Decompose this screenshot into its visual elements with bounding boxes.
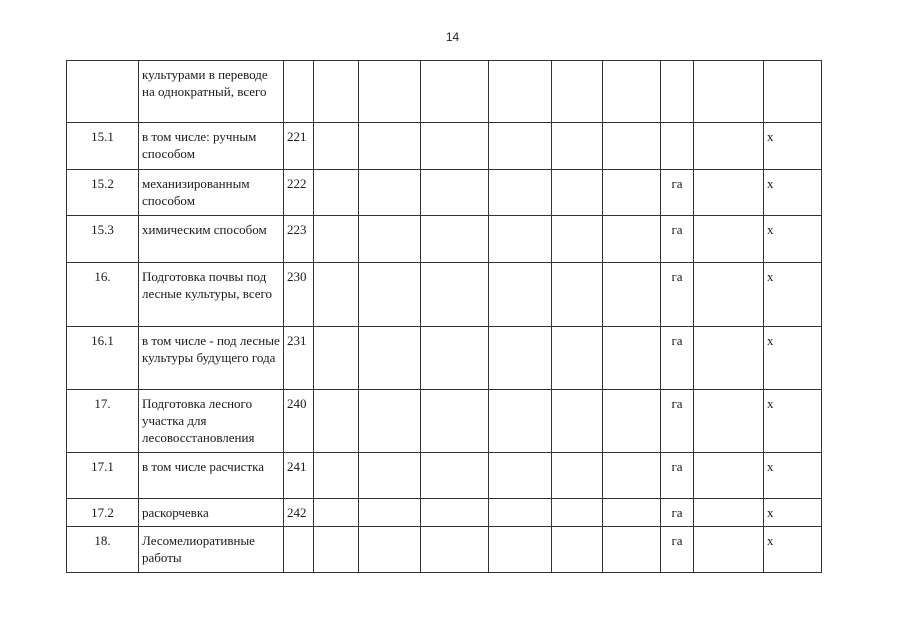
row-number: 16.1 [67,327,139,390]
empty-cell [359,263,421,327]
row-unit [661,61,694,123]
empty-cell [603,390,661,453]
empty-cell [603,327,661,390]
empty-cell [694,390,764,453]
empty-cell [314,216,359,263]
empty-cell [489,216,552,263]
empty-cell [421,123,489,170]
page-number: 14 [445,30,460,44]
row-name: механизированным способом [139,170,284,216]
row-name: раскорчевка [139,499,284,527]
row-number: 17. [67,390,139,453]
row-number [67,61,139,123]
empty-cell [421,453,489,499]
row-number: 17.1 [67,453,139,499]
empty-cell [552,327,603,390]
table-row [67,527,822,573]
empty-cell [314,61,359,123]
row-code: 223 [284,216,314,263]
empty-cell [603,499,661,527]
table-row [67,123,822,170]
row-code: 241 [284,453,314,499]
table-row [67,216,822,263]
table-row [67,327,822,390]
row-mark: х [764,170,822,216]
empty-cell [359,170,421,216]
row-number: 15.2 [67,170,139,216]
empty-cell [314,499,359,527]
empty-cell [421,263,489,327]
row-name: Подготовка лесного участка для лесовосстановления [139,390,284,453]
empty-cell [314,123,359,170]
empty-cell [489,390,552,453]
row-number: 16. [67,263,139,327]
row-mark: х [764,216,822,263]
empty-cell [603,453,661,499]
row-number: 15.3 [67,216,139,263]
row-number: 18. [67,527,139,573]
empty-cell [603,263,661,327]
empty-cell [694,453,764,499]
empty-cell [489,123,552,170]
empty-cell [603,61,661,123]
row-name: Лесомелиоративные работы [139,527,284,573]
row-name: Подготовка почвы под лесные культуры, всего [139,263,284,327]
row-code: 231 [284,327,314,390]
empty-cell [603,170,661,216]
row-unit: га [661,327,694,390]
row-unit [661,123,694,170]
row-number: 17.2 [67,499,139,527]
empty-cell [552,170,603,216]
row-unit: га [661,390,694,453]
empty-cell [489,61,552,123]
empty-cell [314,527,359,573]
empty-cell [552,61,603,123]
row-name: в том числе расчистка [139,453,284,499]
empty-cell [694,123,764,170]
row-unit: га [661,263,694,327]
row-code: 222 [284,170,314,216]
row-unit: га [661,170,694,216]
empty-cell [489,499,552,527]
empty-cell [694,170,764,216]
empty-cell [421,527,489,573]
empty-cell [489,527,552,573]
empty-cell [552,527,603,573]
row-mark: х [764,327,822,390]
row-name: в том числе: ручным способом [139,123,284,170]
table-row [67,263,822,327]
empty-cell [552,216,603,263]
row-code [284,61,314,123]
empty-cell [421,61,489,123]
empty-cell [552,390,603,453]
row-unit: га [661,527,694,573]
empty-cell [314,390,359,453]
empty-cell [694,263,764,327]
empty-cell [421,170,489,216]
table-row [67,499,822,527]
empty-cell [489,170,552,216]
row-unit: га [661,216,694,263]
empty-cell [314,170,359,216]
empty-cell [489,453,552,499]
row-code: 221 [284,123,314,170]
empty-cell [359,390,421,453]
table-row [67,170,822,216]
row-code: 240 [284,390,314,453]
row-name: в том числе - под лесные культуры будущего года [139,327,284,390]
empty-cell [359,123,421,170]
row-mark: х [764,390,822,453]
row-unit: га [661,453,694,499]
empty-cell [552,263,603,327]
empty-cell [359,327,421,390]
row-mark: х [764,453,822,499]
row-mark: х [764,499,822,527]
empty-cell [552,123,603,170]
empty-cell [359,499,421,527]
table-row [67,453,822,499]
table-row [67,61,822,123]
table-row [67,390,822,453]
empty-cell [421,390,489,453]
row-code: 230 [284,263,314,327]
forestry-works-table [66,60,822,573]
empty-cell [694,61,764,123]
row-mark: х [764,263,822,327]
row-mark: х [764,527,822,573]
empty-cell [421,216,489,263]
empty-cell [694,216,764,263]
empty-cell [359,527,421,573]
empty-cell [314,263,359,327]
empty-cell [314,453,359,499]
empty-cell [694,327,764,390]
empty-cell [421,327,489,390]
empty-cell [314,327,359,390]
empty-cell [489,327,552,390]
empty-cell [359,453,421,499]
row-number: 15.1 [67,123,139,170]
table-body [67,61,822,573]
empty-cell [421,499,489,527]
empty-cell [359,61,421,123]
empty-cell [694,499,764,527]
row-code: 242 [284,499,314,527]
empty-cell [552,453,603,499]
empty-cell [603,527,661,573]
empty-cell [603,123,661,170]
row-code [284,527,314,573]
empty-cell [489,263,552,327]
row-mark [764,61,822,123]
empty-cell [552,499,603,527]
empty-cell [359,216,421,263]
empty-cell [603,216,661,263]
row-name: химическим способом [139,216,284,263]
row-mark: х [764,123,822,170]
row-name: культурами в переводе на однократный, всего [139,61,284,123]
empty-cell [694,527,764,573]
row-unit: га [661,499,694,527]
